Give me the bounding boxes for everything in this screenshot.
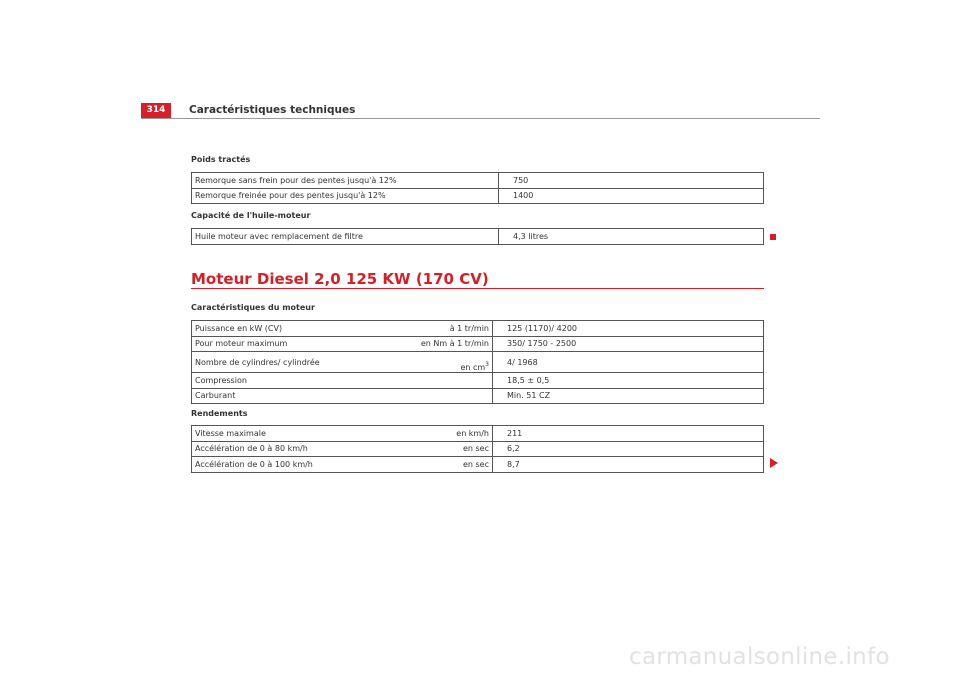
row-unit: en km/h (410, 426, 493, 442)
row-label: Carburant (195, 391, 236, 401)
table-row (192, 173, 764, 189)
table-row (192, 336, 764, 352)
unit-superscript: 3 (485, 361, 489, 368)
section-heading-rendements: Rendements (191, 409, 248, 418)
row-value: 4/ 1968 (493, 352, 764, 373)
table-row (192, 426, 764, 442)
row-value: 125 (1170)/ 4200 (493, 321, 764, 337)
poids-tractes-table (191, 172, 764, 204)
section-end-marker-icon (770, 234, 776, 240)
row-value: 211 (493, 426, 764, 442)
row-label: Remorque freinée pour des pentes jusqu'à 12% (192, 188, 499, 204)
row-label: Compression (192, 373, 411, 389)
row-unit: en sec (410, 457, 493, 473)
row-label: Accélération de 0 à 80 km/h (192, 441, 411, 457)
watermark: carmanualsonline.info (629, 644, 890, 670)
section-heading-huile: Capacité de l'huile-moteur (191, 211, 311, 220)
row-unit: en Nm à 1 tr/min (410, 336, 493, 352)
table-row (192, 388, 764, 404)
row-label: Accélération de 0 à 100 km/h (195, 459, 313, 469)
unit-text: en cm (460, 363, 486, 372)
table-row (192, 441, 764, 457)
row-value: 8,7 (507, 459, 520, 469)
section-heading-moteur: Caractéristiques du moteur (191, 303, 315, 312)
table-row (192, 321, 764, 337)
table-row (192, 229, 764, 245)
row-label: Nombre de cylindres/ cylindrée (192, 352, 411, 373)
row-value: 6,2 (493, 441, 764, 457)
table-row (192, 457, 764, 473)
row-label: Pour moteur maximum (192, 336, 411, 352)
row-label: Vitesse maximale (192, 426, 411, 442)
page-header-title: Caractéristiques techniques (189, 104, 356, 116)
row-value: 350/ 1750 - 2500 (493, 336, 764, 352)
row-value: 1400 (513, 191, 534, 201)
rendements-table (191, 425, 764, 473)
moteur-table (191, 320, 764, 404)
chapter-divider (191, 288, 764, 289)
row-label: Huile moteur avec remplacement de filtre (192, 229, 499, 245)
row-value: 18,5 ± 0,5 (493, 373, 764, 389)
row-label: Puissance en kW (CV) (192, 321, 411, 337)
header-divider (141, 118, 820, 119)
row-label: Remorque sans frein pour des pentes jusqu'à 12% (192, 173, 499, 189)
page-number: 314 (141, 103, 171, 118)
row-unit (410, 352, 493, 373)
huile-table (191, 228, 764, 245)
row-unit (410, 373, 493, 389)
table-row (192, 188, 764, 204)
row-unit: à 1 tr/min (410, 321, 493, 337)
table-row (192, 352, 764, 373)
row-value: 750 (499, 173, 764, 189)
row-value: 4,3 litres (513, 231, 549, 241)
chapter-title: Moteur Diesel 2,0 125 KW (170 CV) (191, 270, 489, 288)
continue-arrow-icon (770, 458, 778, 468)
row-unit: en sec (410, 441, 493, 457)
table-row (192, 373, 764, 389)
row-value: Min. 51 CZ (507, 391, 551, 401)
section-heading-poids-tractes: Poids tractés (191, 155, 251, 164)
row-unit (410, 388, 493, 404)
